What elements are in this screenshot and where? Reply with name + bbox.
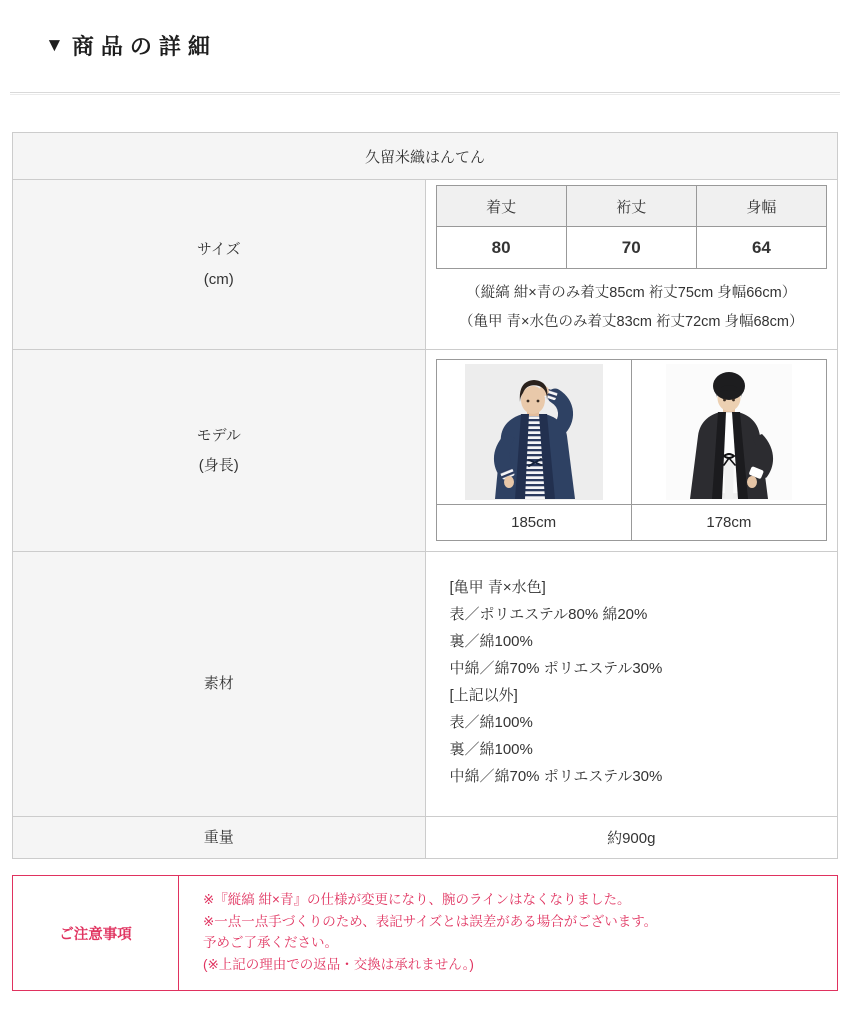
material-line: [亀甲 青×水色] — [449, 579, 546, 596]
size-col-header-sleeve-length: 裄丈 — [566, 186, 696, 227]
size-note-line: （縦縞 紺×青のみ着丈85cm 裄丈75cm 身幅66cm） — [466, 285, 797, 301]
size-value-body-width: 64 — [696, 227, 826, 269]
caution-label: ご注意事項 — [13, 876, 179, 991]
product-name-row — [13, 133, 838, 180]
model-label-line2: (身長) — [198, 456, 239, 474]
material-line: 表／ポリエステル80% 綿20% — [449, 606, 648, 623]
size-notes — [436, 279, 828, 337]
triangle-marker-icon: ▼ — [45, 34, 64, 56]
material-line: 表／綿100% — [449, 714, 533, 731]
size-row-label — [13, 180, 426, 350]
caution-table — [12, 875, 838, 991]
material-line: 中綿／綿70% ポリエステル30% — [449, 660, 663, 677]
model-photo-cell — [631, 360, 826, 505]
size-label-line1: サイズ — [196, 240, 241, 258]
section-heading — [0, 0, 850, 61]
size-header-row — [436, 186, 827, 227]
model-row-label — [13, 350, 426, 552]
material-line: [上記以外] — [449, 687, 518, 704]
model-height-caption: 178cm — [631, 505, 826, 541]
weight-row-label: 重量 — [13, 817, 426, 859]
size-row-content — [425, 180, 838, 350]
material-line: 中綿／綿70% ポリエステル30% — [449, 768, 663, 785]
size-col-header-body-width: 身幅 — [696, 186, 826, 227]
caution-line: ※『縦縞 紺×青』の仕様が変更になり、腕のラインはなくなりました。 — [203, 892, 631, 907]
size-label-line2: (cm) — [203, 270, 234, 288]
product-name: 久留米織はんてん — [13, 133, 838, 180]
model-photo-row — [436, 360, 827, 505]
material-line: 裏／綿100% — [449, 633, 533, 650]
weight-row — [13, 817, 838, 859]
product-spec-table — [12, 132, 838, 859]
size-measurements-table — [436, 185, 828, 269]
caution-row — [13, 876, 838, 991]
model-photo-cell — [436, 360, 631, 505]
caution-line: (※上記の理由での返品・交換は承れません。) — [203, 956, 474, 972]
material-row — [13, 552, 838, 817]
caution-line: 予めご了承ください。 — [203, 935, 338, 950]
material-row-label: 素材 — [13, 552, 426, 817]
model-wearing-black-hanten-photo — [666, 364, 792, 500]
model-photos-table — [436, 359, 828, 541]
size-row — [13, 180, 838, 350]
material-row-content — [425, 552, 838, 817]
caution-content — [179, 876, 838, 991]
size-col-header-body-length: 着丈 — [436, 186, 566, 227]
model-label-line1: モデル — [196, 426, 241, 444]
model-caption-row — [436, 505, 827, 541]
size-values-row — [436, 227, 827, 269]
model-wearing-navy-hanten-photo — [465, 364, 603, 500]
section-divider — [10, 92, 840, 95]
size-note-line: （亀甲 青×水色のみ着丈83cm 裄丈72cm 身幅68cm） — [459, 314, 804, 330]
section-heading-text: 商品の詳細 — [71, 34, 217, 59]
model-row-content — [425, 350, 838, 552]
weight-value: 約900g — [425, 817, 838, 859]
material-line: 裏／綿100% — [449, 741, 533, 758]
model-row — [13, 350, 838, 552]
caution-line: ※一点一点手づくりのため、表記サイズとは誤差がある場合がございます。 — [203, 913, 658, 929]
size-value-body-length: 80 — [436, 227, 566, 269]
model-height-caption: 185cm — [436, 505, 631, 541]
size-value-sleeve-length: 70 — [566, 227, 696, 269]
